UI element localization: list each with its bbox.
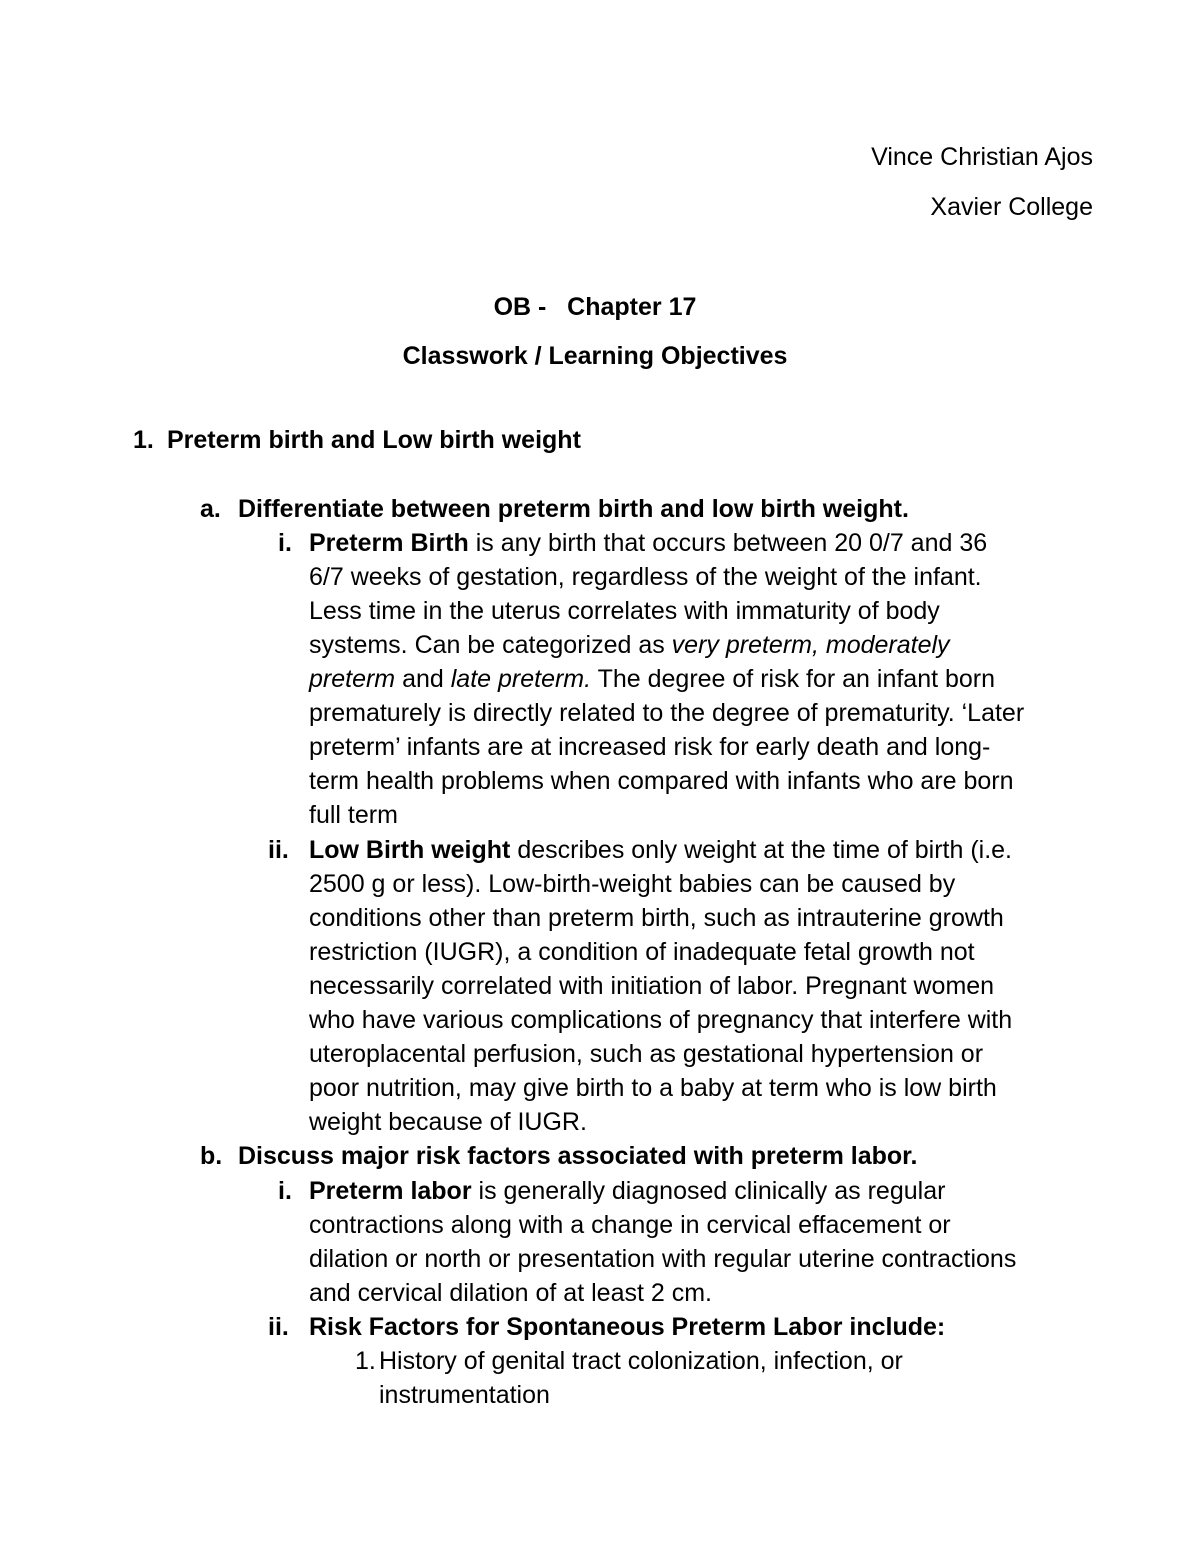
section-number: 1.	[133, 426, 154, 454]
risk-factor-line: instrumentation	[379, 1381, 550, 1409]
item-a-i-line	[309, 528, 987, 558]
item-a-i-line	[309, 664, 995, 694]
italic-span: preterm	[309, 665, 396, 693]
text-span: is any birth that occurs between 20 0/7 and 36	[468, 529, 988, 557]
text-span: systems. Can be categorized as	[309, 631, 672, 659]
item-a-ii-line: restriction (IUGR), a condition of inadequate fetal growth not	[309, 938, 975, 966]
section-heading: Preterm birth and Low birth weight	[167, 426, 581, 454]
item-a-ii-line: poor nutrition, may give birth to a baby at term who is low birth	[309, 1074, 997, 1102]
item-b-i-line: dilation or north or presentation with regular uterine contractions	[309, 1245, 1017, 1273]
item-b-heading: Discuss major risk factors associated with preterm labor.	[238, 1142, 918, 1170]
item-a-i-line: 6/7 weeks of gestation, regardless of the weight of the infant.	[309, 563, 982, 591]
item-b-i-line: contractions along with a change in cervical effacement or	[309, 1211, 951, 1239]
item-a-i-line: prematurely is directly related to the degree of prematurity. ‘Later	[309, 699, 1025, 727]
item-b-ii-heading: Risk Factors for Spontaneous Preterm Labor include:	[309, 1313, 946, 1341]
text-span: describes only weight at the time of birth (i.e.	[510, 836, 1012, 864]
item-a-i-line: Less time in the uterus correlates with immaturity of body	[309, 597, 940, 625]
item-a-ii-line: uteroplacental perfusion, such as gestational hypertension or	[309, 1040, 984, 1068]
risk-factor-line: History of genital tract colonization, infection, or	[379, 1347, 903, 1375]
item-a-i-line: term health problems when compared with infants who are born	[309, 767, 1014, 795]
italic-span: late preterm.	[450, 665, 592, 693]
item-a-i-line	[309, 630, 950, 660]
page-title: OB - Chapter 17	[493, 293, 697, 321]
item-a-ii-line: who have various complications of pregnancy that interfere with	[309, 1006, 1013, 1034]
term-preterm-labor: Preterm labor	[309, 1177, 472, 1205]
term-low-birth-weight: Low Birth weight	[309, 836, 511, 864]
item-b-i-line	[309, 1176, 945, 1206]
text-span: The degree of risk for an infant born	[591, 665, 996, 693]
italic-span: very preterm, moderately	[671, 631, 950, 659]
item-a-ii-marker: ii.	[268, 836, 289, 864]
item-a-i-line: preterm’ infants are at increased risk for early death and long-	[309, 733, 991, 761]
term-preterm-birth: Preterm Birth	[309, 529, 469, 557]
text-span: and	[395, 665, 451, 693]
item-a-i-line: full term	[309, 801, 398, 829]
page-subtitle: Classwork / Learning Objectives	[402, 342, 788, 370]
risk-factor-marker: 1.	[355, 1347, 376, 1375]
item-b-i-line: and cervical dilation of at least 2 cm.	[309, 1279, 712, 1307]
item-a-ii-line: necessarily correlated with initiation of labor. Pregnant women	[309, 972, 995, 1000]
item-a-ii-line: 2500 g or less). Low-birth-weight babies can be caused by	[309, 870, 956, 898]
school-name: Xavier College	[930, 193, 1093, 221]
item-a-marker: a.	[200, 495, 221, 523]
item-a-ii-line: weight because of IUGR.	[309, 1108, 587, 1136]
item-b-marker: b.	[200, 1142, 223, 1170]
item-a-heading: Differentiate between preterm birth and low birth weight.	[238, 495, 909, 523]
author-name: Vince Christian Ajos	[871, 143, 1093, 171]
item-b-ii-marker: ii.	[268, 1313, 289, 1341]
item-a-ii-line: conditions other than preterm birth, such as intrauterine growth	[309, 904, 1004, 932]
item-b-i-marker: i.	[278, 1177, 292, 1205]
item-a-ii-line	[309, 835, 1012, 865]
text-span: is generally diagnosed clinically as regular	[471, 1177, 946, 1205]
item-a-i-marker: i.	[278, 529, 292, 557]
